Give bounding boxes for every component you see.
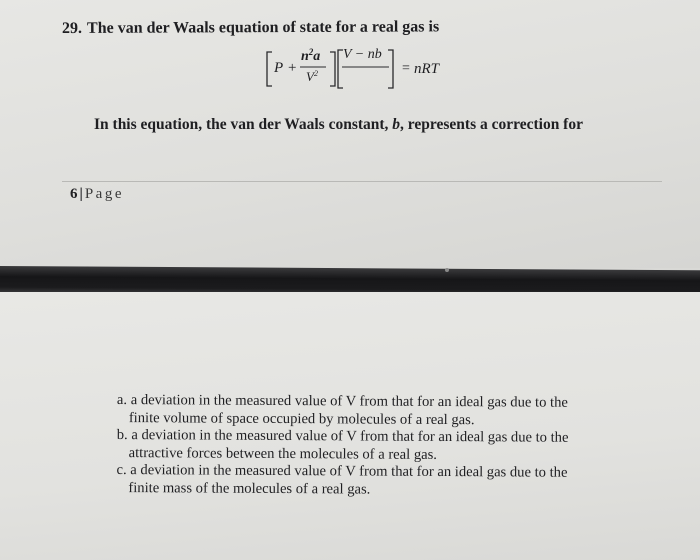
choice-c-line1: c. a deviation in the measured value of V from that for an ideal gas due to the: [116, 462, 568, 482]
van-der-waals-equation: [250, 44, 480, 94]
page-separator: |: [79, 186, 83, 202]
choice-a[interactable]: [117, 392, 677, 431]
question-title: [62, 18, 439, 38]
question-number: 29.: [61, 19, 83, 37]
upper-page: [0, 0, 700, 268]
equation-denominator: $V^2$: [306, 69, 318, 84]
equation-equals: =: [402, 61, 410, 76]
choice-b-line1: b. a deviation in the measured value of V from that for an ideal gas due to the: [116, 427, 569, 446]
page-footer: [70, 186, 124, 203]
page-label: Page: [84, 186, 124, 202]
choice-b[interactable]: [117, 427, 677, 466]
answer-choices: [116, 392, 677, 501]
equation-volume-term: V − nb: [343, 47, 382, 62]
footer-divider: [62, 181, 662, 182]
choice-c[interactable]: [116, 462, 676, 501]
choice-b-line2: attractive forces between the molecules of a real gas.: [128, 444, 438, 463]
choice-c-line2: finite mass of the molecules of a real gas.: [128, 480, 371, 498]
page-number: 6: [70, 186, 78, 202]
constant-b: b: [392, 116, 401, 133]
choice-a-line2: finite volume of space occupied by molecules of a real gas.: [128, 409, 475, 428]
choice-a-line1: a. a deviation in the measured value of V from that for an ideal gas due to the: [116, 392, 568, 411]
paper-speck: [445, 268, 449, 272]
question-title-text: The van der Waals equation of state for a real gas is: [86, 18, 440, 37]
equation-pressure: P: [274, 60, 284, 76]
equation-numerator: $n^2a$: [301, 47, 321, 64]
equation-rhs: nRT: [414, 61, 440, 77]
question-stem: In this equation, the van der Waals constant, b, represents a correction for: [94, 116, 583, 133]
equation-plus: +: [288, 60, 297, 76]
